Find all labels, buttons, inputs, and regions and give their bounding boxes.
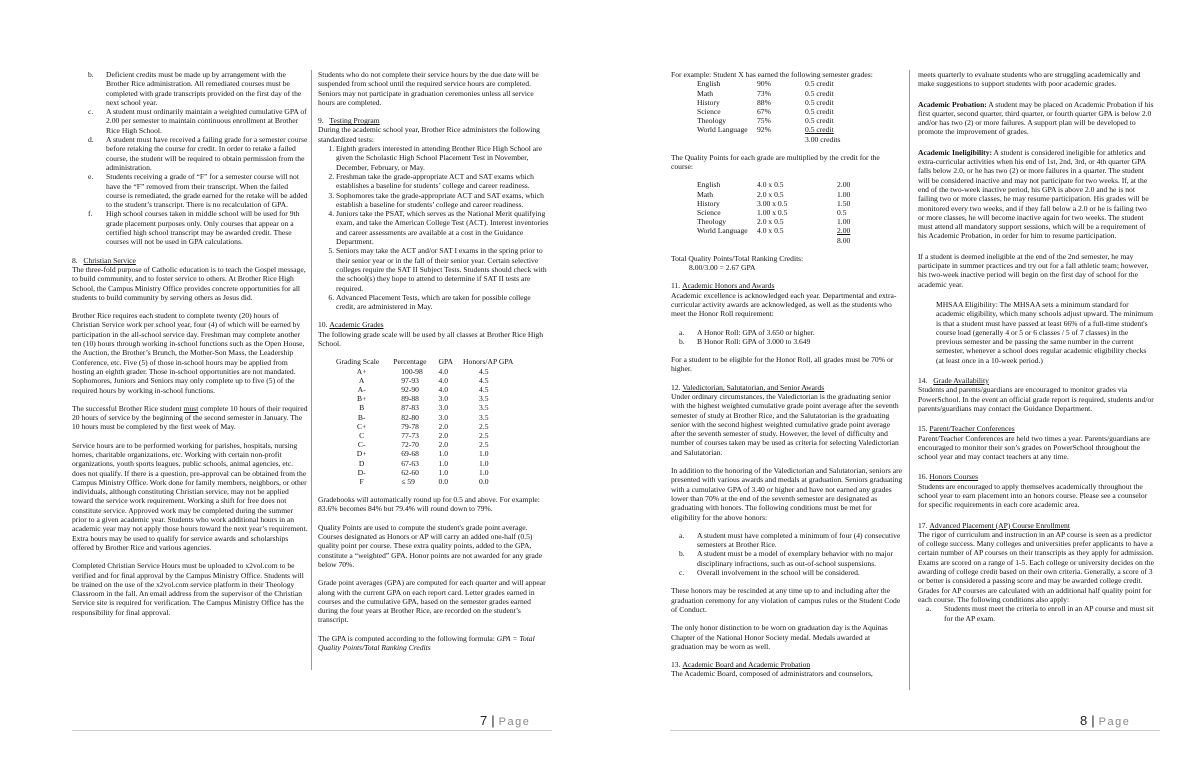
section-16-heading: 16. Honors Courses <box>918 472 979 482</box>
table-row <box>697 208 897 217</box>
table-cell: B- <box>357 412 366 422</box>
page-gutter <box>588 0 600 776</box>
table-row <box>336 477 513 486</box>
table-cell: 4.0 x 0.5 <box>757 180 784 190</box>
table-cell: 1.0 <box>438 458 449 468</box>
table-row <box>336 385 513 394</box>
total-quality-points: Total Quality Points/Total Ranking Credits: 8.00/3.00 = 2.67 GPA <box>671 253 804 273</box>
table-cell: 2.0 x 0.5 <box>757 189 784 199</box>
table-cell: 2.0 x 0.5 <box>757 217 784 227</box>
list-item-label: b. <box>88 70 94 79</box>
table-cell: 4.0 <box>438 366 449 376</box>
section-14-heading: 14. Grade Availability <box>918 376 989 386</box>
table-cell: World Language <box>697 226 748 236</box>
table-cell: History <box>697 97 720 107</box>
table-row <box>336 413 513 422</box>
table-row <box>336 468 513 477</box>
test-item: 1. Eighth graders interested in attending Brother Rice High School are given the Scholastic High School Placement Test in November, December, February, or May. <box>336 144 550 172</box>
page-7 <box>0 0 588 776</box>
table-row <box>336 431 513 440</box>
table-cell <box>697 236 757 245</box>
footer-rule-right <box>670 730 1160 731</box>
section-17-heading: 17. Advanced Placement (AP) Course Enrollment <box>918 520 1070 530</box>
table-row <box>336 403 513 412</box>
eligibility-condition-item <box>679 568 903 577</box>
remediation-item <box>88 107 308 135</box>
table-row <box>697 89 885 98</box>
valedictorian-paragraph-2: In addition to the honoring of the Valedictorian and Salutatorian, seniors are presented with various awards and medals at graduation. Seniors graduating with a cumulative GPA of 3.40 or higher and have not earned any grades lower than 70% at the end of the seventh semester are designated as graduating with honors. The following conditions must be met for eligibility for the above honors: <box>671 466 903 522</box>
test-item: 4. Juniors take the PSAT, which serves as the National Merit qualifying exam, and take the American College Test (ACT). Interest inventories and career assessments are available at a cost in the Guidance Department. <box>336 209 550 246</box>
table-cell: History <box>697 198 720 208</box>
list-item-label: b. <box>679 549 685 559</box>
table-cell <box>757 236 837 245</box>
table-row <box>336 422 513 431</box>
honors-courses-paragraph: Students are encouraged to apply themselves academically throughout the school year to earn placement into an honors course. Please see a counselor for specific requirements in each core academic area. <box>918 481 1148 510</box>
table-cell: B+ <box>356 394 367 404</box>
table-cell: 1.0 <box>479 467 489 477</box>
table-row <box>697 190 897 199</box>
list-item-text: A student must ordinarily maintain a weighted cumulative GPA of 2.00 per semester to maintain continuous enrollment at Brother Rice High School. <box>106 107 307 135</box>
table-cell: C- <box>357 440 366 450</box>
test-item: 5. Seniors may take the ACT and/or SAT I exams in the spring prior to their senior year or in the fall of their senior year. Certain selective colleges require the SAT II Subject Tests. Students should check with the school(s) they hope to attend to determine if SAT II tests are required. <box>336 246 550 292</box>
honor-roll-eligibility: For a student to be eligible for the Honor Roll, all grades must be 70% or higher. <box>671 355 894 374</box>
grade-scale-header: GPA <box>438 357 454 367</box>
grade-scale-header: Honors/AP GPA <box>463 357 514 367</box>
remediation-item <box>88 172 308 209</box>
table-cell: 73% <box>757 88 771 98</box>
christian-service-paragraph-5: Completed Christian Service Hours must be uploaded to x2vol.com to be verified and for final approval by the Campus Ministry Office. Students will be trained on the use of the x2vol.com service platform in their Theology Classroom in the fall. An email address from the supervisor of the Christian Service site is required for verification. The Campus Ministry Office has the responsibility for final approval. <box>72 561 304 617</box>
table-row <box>336 394 513 403</box>
table-cell: 88% <box>757 97 771 107</box>
table-cell: 92-90 <box>401 384 419 394</box>
table-cell: 0.5 credit <box>805 116 834 126</box>
table-cell: D+ <box>356 449 367 459</box>
table-cell: F <box>359 476 364 486</box>
table-cell: 69-68 <box>401 449 419 459</box>
list-item-text: Students receiving a grade of “F” for a semester course will not have the “F” removed from their transcript. When the failed course is remediated, the grade earned for the retake will be added to the student’s transcript. There is no recalculation of GPA. <box>106 172 308 210</box>
section-15-heading: 15. Parent/Teacher Conferences <box>918 424 1015 434</box>
example-intro: For example: Student X has earned the following semester grades: <box>671 70 873 79</box>
table-cell: Science <box>697 207 721 217</box>
table-cell: 1.0 <box>438 467 449 477</box>
table-cell: 8.00 <box>837 235 851 245</box>
table-row <box>697 116 885 125</box>
table-cell: 92% <box>757 125 771 135</box>
list-item-text: Students must meet the criteria to enroll in an AP course and must sit for the AP exam. <box>944 604 1154 623</box>
table-cell: A <box>358 375 365 385</box>
table-cell: 4.5 <box>479 375 489 385</box>
test-item: 2. Freshman take the grade-appropriate ACT and SAT exams which establishes a baseline for students’ college and career readiness. <box>336 172 550 191</box>
test-item: 6. Advanced Placement Tests, which are taken for possible college credit, are administered in May. <box>336 293 550 312</box>
honors-paragraph: Academic excellence is acknowledged each year. Departmental and extra-curricular activity awards are acknowledged, as well as the students who meet the Honor Roll requirement: <box>671 290 897 319</box>
grade-availability-paragraph: Students and parents/guardians are encouraged to monitor grades via PowerSchool. In the event an official grade report is required, students and/or parents/guardians may contact the Guidance Department. <box>918 385 1154 413</box>
list-item-text: Deficient credits must be made up by arrangement with the Brother Rice administration. All remediated courses must be completed with grade transcripts provided on the first day of the next school year. <box>106 70 302 107</box>
table-cell: D <box>358 458 365 468</box>
column-divider <box>311 70 312 670</box>
page-number-7: 7 | Page <box>480 713 531 728</box>
table-row <box>697 98 885 107</box>
grade-scale-intro: The following grade scale will be used by all classes at Brother Rice High School. <box>318 329 544 349</box>
eligibility-condition-item <box>679 549 903 568</box>
gpa-paragraph: Grade point averages (GPA) are computed for each quarter and will appear along with the current GPA on each report card. Letter grades earned in courses and the cumulative GPA, based on the semester grades earned during the four years at Brother Rice, are recorded on the student’s transcript. <box>318 578 546 625</box>
table-cell: 3.5 <box>479 412 489 422</box>
list-item-label: f. <box>88 209 93 219</box>
table-row <box>336 459 513 468</box>
gpa-formula-paragraph: The GPA is computed according to the following formula: GPA = Total Quality Points/Total Ranking Credits <box>318 633 535 653</box>
grade-scale-table <box>336 357 513 486</box>
ap-enrollment-paragraph: The rigor of curriculum and instruction in an AP course is seen as a predictor of college success. Many colleges and universities prefer applicants to have a certain number of AP courses on their transcripts as they apply for admission. Exams are scored on a range of 1-5. Each college or university decides on the awarding of college credit based on their own criteria. Generally, a score of 3 or better is considered a passing score and may be awarded college credit. Grades for AP courses are calculated with an additional half quality point for each course. The following conditions also apply: <box>918 529 1154 604</box>
table-cell: ≤ 59 <box>401 476 415 486</box>
ap-condition-item <box>926 604 1154 623</box>
quality-points-intro: The Quality Points for each grade are multiplied by the credit for the course: <box>671 152 880 172</box>
list-item-label: a. <box>926 604 932 614</box>
table-row <box>697 217 897 226</box>
board-continuation: meets quarterly to evaluate students who are struggling academically and make suggestions to support students with poor academic grades. <box>918 70 1141 89</box>
honor-roll-list <box>671 328 903 347</box>
table-cell: 2.5 <box>479 440 489 450</box>
table-cell: Math <box>697 88 714 98</box>
table-cell: 0.5 credit <box>805 79 834 89</box>
christian-service-paragraph-1: The three-fold purpose of Catholic education is to teach the Gospel message, to build community, and to foster service to others. At Brother Rice High School, the Campus Ministry Office provides concrete opportunities for all students to build community by serving others as Jesus did. <box>72 264 306 302</box>
list-item-text: A student must be a model of exemplary behavior with no major disciplinary infractions, such as out-of-school suspensions. <box>697 549 893 568</box>
mhsaa-paragraph: MHSAA Eligibility: The MHSAA sets a minimum standard for academic eligibility, which many schools adjust upward. The minimum is that a student must have passed at least 66% of a full-time student's course load (generally 4 or 5 or 6 classes / 5 of 7 classes) in the previous semester and be passing the same number in the current semester, whenever a school does regular academic eligibility checks (at least once in a 10-week period.) <box>936 299 1154 365</box>
table-cell: 79-78 <box>401 421 419 431</box>
table-cell: 3.5 <box>479 394 489 404</box>
table-row <box>697 199 897 208</box>
table-row <box>336 376 513 385</box>
table-row <box>697 107 885 116</box>
service-deadline-paragraph: Students who do not complete their service hours by the due date will be suspended from school until the required service hours are completed. Seniors may not participate in graduation ceremonies unless all service hours are completed. <box>318 70 539 107</box>
table-cell: 3.0 <box>438 412 449 422</box>
list-item-label: a. <box>679 327 685 337</box>
column-1 <box>72 70 308 626</box>
test-item: 3. Sophomores take the grade-appropriate ACT and SAT exams, which establish a baseline for students’ college and career readiness. <box>336 191 550 210</box>
table-cell: 1.0 <box>438 449 449 459</box>
list-item-text: A student must have completed a minimum of four (4) consecutive semesters at Brother Rice. <box>697 530 901 550</box>
rescind-paragraph: These honors may be rescinded at any time up to and including after the graduation ceremony for any violation of campus rules or the Student Code of Conduct. <box>671 586 901 614</box>
section-10-heading: 10. Academic Grades <box>318 320 384 330</box>
academic-ineligibility-paragraph: Academic Ineligibility: A student is considered ineligible for athletics and extra-curricular activities when his end of 1st, 2nd, 3rd, or 4th quarter GPA falls below 2.0, or he has two (2) or more failures in a quarter. The student will be considered inactive and may not participate for two weeks. If, at the end of the two-week inactive period, his GPA is above 2.0 and he is not failing two or more classes, he may resume participation. His grades will be monitored every two weeks, and if they fall below a 2.0 or he is failing two or more classes, he will become inactive again for two weeks. The student must attend all mandatory support sessions, which will be a requirement of his Academic Probation, in order for him to resume participation. <box>918 147 1149 241</box>
table-cell: B <box>359 403 365 413</box>
table-cell: 2.0 <box>438 440 449 450</box>
table-cell: 4.5 <box>479 366 489 376</box>
list-item-text: Overall involvement in the school will be considered. <box>697 568 860 578</box>
remediation-list <box>72 70 308 247</box>
table-cell: 3.0 <box>438 394 449 404</box>
table-cell: 0.0 <box>479 476 489 486</box>
table-cell: 82-80 <box>401 412 419 422</box>
table-cell: 77-73 <box>401 430 419 440</box>
section-8-heading: 8. Christian Service <box>72 255 136 265</box>
table-cell: 0.5 <box>837 207 847 217</box>
column-3 <box>671 70 903 688</box>
remediation-item <box>88 209 308 246</box>
table-cell: World Language <box>697 125 748 135</box>
christian-service-paragraph-4: Service hours are to be performed working for parishes, hospitals, nursing homes, charitable organizations, etc. Working with certain non-profit organizations, youth sports leagues, public schools, animal agencies, etc. does not qualify. If there is a question, pre-approval can be obtained from the Campus Ministry Office. Work done for family members, neighbors, or other individuals, although constituting Christian service, may not be applied toward the service work requirement. Working a shift for free does not constitute service. Approved work may be completed during the summer prior to a given academic year. Students who work additional hours in an academic year may not apply those hours toward the next year’s requirement. Extra hours may be used to qualify for service awards and scholarships offered by Brother Rice and various agencies. <box>72 440 308 552</box>
table-cell: 0.5 credit <box>805 106 834 116</box>
table-cell: 1.00 x 0.5 <box>757 207 788 217</box>
table-cell: 97-93 <box>401 375 419 385</box>
section-12-heading: 12. Valedictorian, Salutatorian, and Senior Awards <box>671 382 825 392</box>
section-11-heading: 11. Academic Honors and Awards <box>671 281 775 291</box>
table-cell: 100-98 <box>401 366 423 376</box>
honor-distinction-paragraph: The only honor distinction to be worn on graduation day is the Aquinas Chapter of the National Honor Society medal. Medals awarded at graduation may be worn as well. <box>671 623 888 651</box>
table-row <box>336 449 513 458</box>
list-item-label: d. <box>88 135 94 145</box>
table-cell: 2.00 <box>837 180 851 190</box>
table-cell: D- <box>357 467 366 477</box>
testing-intro: During the academic school year, Brother Rice administers the following standardized tests: <box>318 125 540 144</box>
column-4 <box>918 70 1154 623</box>
eligibility-condition-item <box>679 531 903 550</box>
table-cell: 3.0 <box>438 403 449 413</box>
table-cell: 89-88 <box>401 394 419 404</box>
table-cell: 2.5 <box>479 430 489 440</box>
page-number-8: 8 | Page <box>1080 713 1131 728</box>
list-item-label: c. <box>679 568 685 578</box>
table-row <box>697 226 897 235</box>
table-cell: 67-63 <box>401 458 419 468</box>
table-cell <box>757 135 805 144</box>
table-cell: Math <box>697 189 714 199</box>
table-cell: C <box>359 430 365 440</box>
table-row <box>336 367 513 376</box>
table-row <box>697 180 897 189</box>
honor-roll-item <box>679 328 903 337</box>
list-item-text: A student must have received a failing grade for a semester course before retaking the course for credit. In order to retake a failed course, the student will be required to obtain permission from the administration. <box>106 135 308 172</box>
quality-points-paragraph: Quality Points are used to compute the student's grade point average. Courses designated as Honors or AP will carry an added one-half (0.5) quality point per course. These extra quality points, added to the GPA, constitute a “weighted” GPA. Honor points are not awarded for any grade below 70%. <box>318 522 543 569</box>
table-cell: 3.5 <box>479 403 489 413</box>
table-row <box>336 440 513 449</box>
table-cell: 0.5 credit <box>805 125 834 135</box>
list-item-label: a. <box>679 530 685 540</box>
table-cell: 0.5 credit <box>805 88 834 98</box>
table-cell: 2.5 <box>479 421 489 431</box>
grade-scale-header: Grading Scale <box>336 357 380 367</box>
table-cell: 1.00 <box>837 189 851 199</box>
semester-ineligibility-paragraph: If a student is deemed ineligible at the end of the 2nd semester, he may participate in summer practices and try out for a fall athletic team; however, his two-week inactive period will begin on the first day of school for the academic year. <box>918 251 1149 289</box>
table-cell: 4.0 <box>438 375 449 385</box>
column-2 <box>318 70 550 661</box>
grade-scale-header-row <box>336 357 513 366</box>
christian-service-paragraph-3: The successful Brother Rice student must complete 10 hours of their required 20 hours of service by the beginning of the second semester in January. The 10 hours must be completed by the first week of May. <box>72 403 308 432</box>
remediation-item <box>88 70 308 107</box>
list-item-text: A Honor Roll: GPA of 3.650 or higher. <box>697 327 815 337</box>
table-cell: English <box>697 180 721 190</box>
table-cell: 75% <box>757 116 771 126</box>
table-cell: 2.0 <box>438 430 449 440</box>
list-item-label: c. <box>88 107 94 117</box>
table-cell: A- <box>357 384 366 394</box>
total-row <box>697 135 885 144</box>
table-cell: 3.00 x 0.5 <box>757 198 788 208</box>
table-cell <box>697 135 757 144</box>
academic-board-paragraph: The Academic Board, composed of administrators and counselors, <box>671 669 873 679</box>
table-cell: C+ <box>356 421 367 431</box>
list-item-label: b. <box>679 336 685 346</box>
list-item-text: B Honor Roll: GPA of 3.000 to 3.649 <box>697 336 811 346</box>
table-cell: 2.00 <box>837 226 851 236</box>
table-cell: 2.0 <box>438 421 449 431</box>
table-cell: 4.0 <box>438 384 449 394</box>
table-cell: 72-70 <box>401 440 419 450</box>
table-cell: A+ <box>356 366 367 376</box>
table-cell: Theology <box>697 116 727 126</box>
eligibility-conditions-list <box>671 531 903 577</box>
table-cell: Science <box>697 106 721 116</box>
table-row <box>697 79 885 88</box>
table-cell: 1.0 <box>479 458 489 468</box>
honor-roll-item <box>679 337 903 346</box>
quality-points-table <box>697 180 897 244</box>
academic-probation-paragraph: Academic Probation: A student may be placed on Academic Probation if his first quarter, second quarter, third quarter, or fourth quarter GPA is below 2.0 and/or has two (2) or more failures. A support plan will be developed to promote the improvement of grades. <box>918 99 1154 137</box>
table-cell: 3.00 credits <box>805 134 841 144</box>
column-divider-right <box>909 70 910 690</box>
grade-scale-header: Percentage <box>393 357 427 367</box>
table-cell: 1.0 <box>479 449 489 459</box>
table-cell: 0.0 <box>438 476 449 486</box>
table-cell: 87-83 <box>401 403 419 413</box>
table-cell: Theology <box>697 217 727 227</box>
table-cell: 4.0 x 0.5 <box>757 226 784 236</box>
list-item-text: High school courses taken in middle school will be used for 9th grade placement purposes only. Only courses that appear on a certified high school transcript may be awarded credit. These courses will not be used in GPA calculations. <box>106 209 300 247</box>
table-cell: 1.00 <box>837 217 851 227</box>
table-cell: 4.5 <box>479 384 489 394</box>
list-item-label: e. <box>88 172 94 182</box>
section-9-heading: 9. Testing Program <box>318 116 380 126</box>
total-row <box>697 236 897 245</box>
table-cell: 0.5 credit <box>805 97 834 107</box>
testing-list <box>318 144 550 311</box>
section-13-heading: 13. Academic Board and Academic Probation <box>671 660 811 670</box>
table-cell: 62-60 <box>401 467 419 477</box>
semester-grades-table <box>697 79 885 143</box>
table-cell: English <box>697 79 721 89</box>
christian-service-paragraph-2: Brother Rice requires each student to complete twenty (20) hours of Christian Service work per school year, four (4) of which will be earned by participation in the all-school service day. Freshman may complete another ten (10) hours through working in-school functions such as the Open House, the Auction, the Brother’s Brunch, the Mother-Son Mass, the Leadership Conference, etc. Five (5) of those in-school hours may be applied from hosting an eighth grader. Those in-school opportunities are not mandated. Sophomores, Juniors and Seniors may only complete up to five (5) of the required hours by working in-school functions. <box>72 311 305 395</box>
table-cell: 90% <box>757 79 771 89</box>
ap-conditions-list <box>918 604 1154 623</box>
page-8 <box>600 0 1200 776</box>
valedictorian-paragraph-1: Under ordinary circumstances, the Valedictorian is the graduating senior with the highest weighted cumulative grade point average after the seventh semester of study at Brother Rice, and the Salutatorian is the graduating senior with the second highest weighted cumulative grade point average after the seventh semester of study. However, the level of difficulty and number of courses taken may be used as criteria for selecting Valedictorian and Salutatorian. <box>671 392 899 457</box>
footer-rule <box>72 730 552 731</box>
table-cell: 1.50 <box>837 198 851 208</box>
table-row <box>697 125 885 134</box>
table-cell: 67% <box>757 106 771 116</box>
rounding-paragraph: Gradebooks will automatically round up for 0.5 and above. For example: 83.6% becomes 84% but 79.4% will round down to 79%. <box>318 495 540 514</box>
conferences-paragraph: Parent/Teacher Conferences are held two times a year. Parents/guardians are encouraged to monitor their son’s grades on PowerSchool throughout the school year and may contact teachers at any time. <box>918 433 1150 462</box>
remediation-item <box>88 135 308 172</box>
